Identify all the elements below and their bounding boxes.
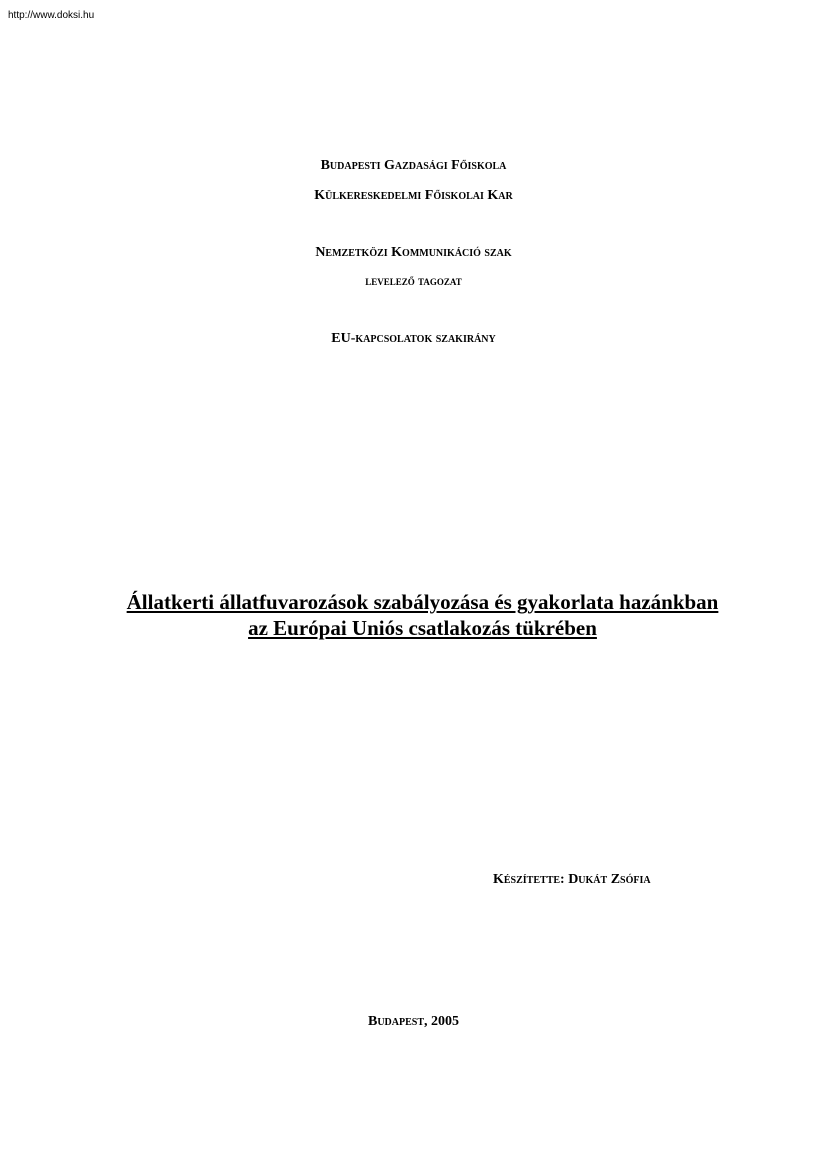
faculty-name: Külkereskedelmi Főiskolai Kar: [314, 188, 513, 203]
study-mode: levelező tagozat: [365, 273, 462, 288]
specialization: EU-kapcsolatok szakirány: [331, 331, 496, 346]
source-url[interactable]: http://www.doksi.hu: [8, 10, 95, 21]
program-name: Nemzetközi Kommunikáció szak: [315, 245, 512, 260]
thesis-title-line-1: Állatkerti állatfuvarozások szabályozása és gyakorlata hazánkban: [126, 590, 719, 614]
institution-name: Budapesti Gazdasági Főiskola: [320, 158, 507, 173]
author: Készítette: Dukát Zsófia: [493, 872, 651, 887]
thesis-title-line-2: az Európai Uniós csatlakozás tükrében: [248, 616, 597, 640]
place-date: Budapest, 2005: [367, 1014, 459, 1029]
